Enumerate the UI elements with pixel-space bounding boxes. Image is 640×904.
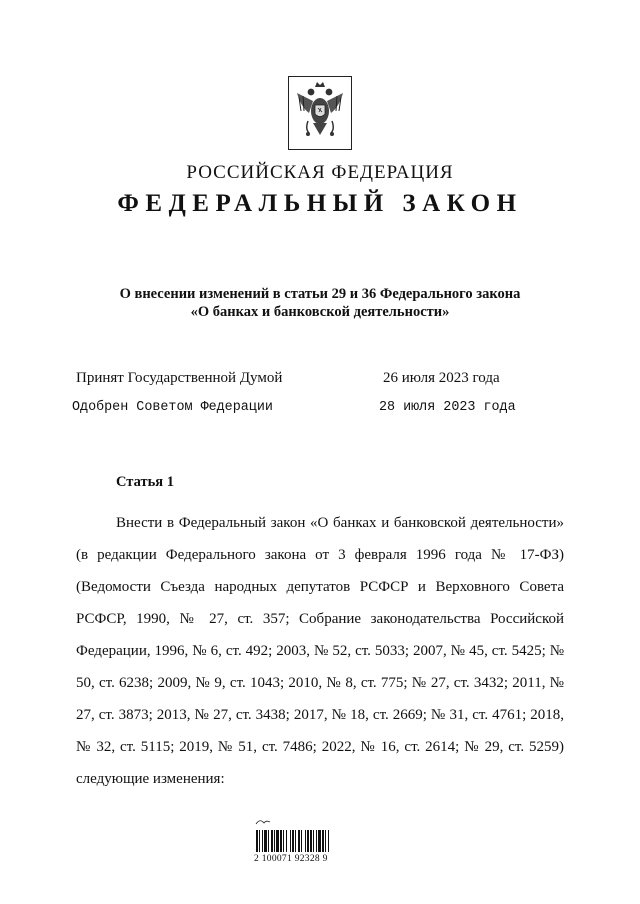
- law-title-line-1: О внесении изменений в статьи 29 и 36 Федерального закона: [119, 286, 521, 302]
- country-name: РОССИЙСКАЯ ФЕДЕРАЦИЯ: [186, 162, 454, 183]
- article-heading: Статья 1: [116, 474, 174, 490]
- duma-adoption-date: 26 июля 2023 года: [383, 370, 500, 386]
- coat-of-arms-icon: [288, 76, 352, 150]
- article-text: Внести в Федеральный закон «О банках и банковской деятельности» (в редакции Федерального закона от 3 февраля 1996 года № 17-ФЗ) (Ведомости Съезда народных депутатов РСФСР и Верховного Совета РСФСР, 1990, № 27, ст. 357; Собрание законодательства Российской Федерации, 1996, № 6, ст. 492; 2003, № 52, ст. 5033; 2007, № 45, ст. 5425; № 50, ст. 6238; 2009, № 9, ст. 1043; 2010, № 8, ст. 775; № 27, ст. 3432; 2011, № 27, ст. 3873; 2013, № 27, ст. 3438; 2017, № 18, ст. 2669; № 31, ст. 4761; 2018, № 32, ст. 5115; 2019, № 51, ст. 7486; 2022, № 16, ст. 2614; № 29, ст. 5259) следующие изменения:: [76, 515, 564, 787]
- council-approval-label: Одобрен Советом Федерации: [72, 400, 273, 415]
- council-approval-date: 28 июля 2023 года: [379, 400, 516, 415]
- article-body: [76, 507, 564, 795]
- law-title-line-2: «О банках и банковской деятельности»: [190, 304, 450, 320]
- document-type: ФЕДЕРАЛЬНЫЙ ЗАКОН: [117, 190, 523, 217]
- barcode-number: 2 100071 92328 9: [254, 854, 328, 864]
- barcode-icon: [252, 816, 364, 878]
- duma-adoption-label: Принят Государственной Думой: [76, 370, 283, 386]
- law-title: [0, 285, 640, 321]
